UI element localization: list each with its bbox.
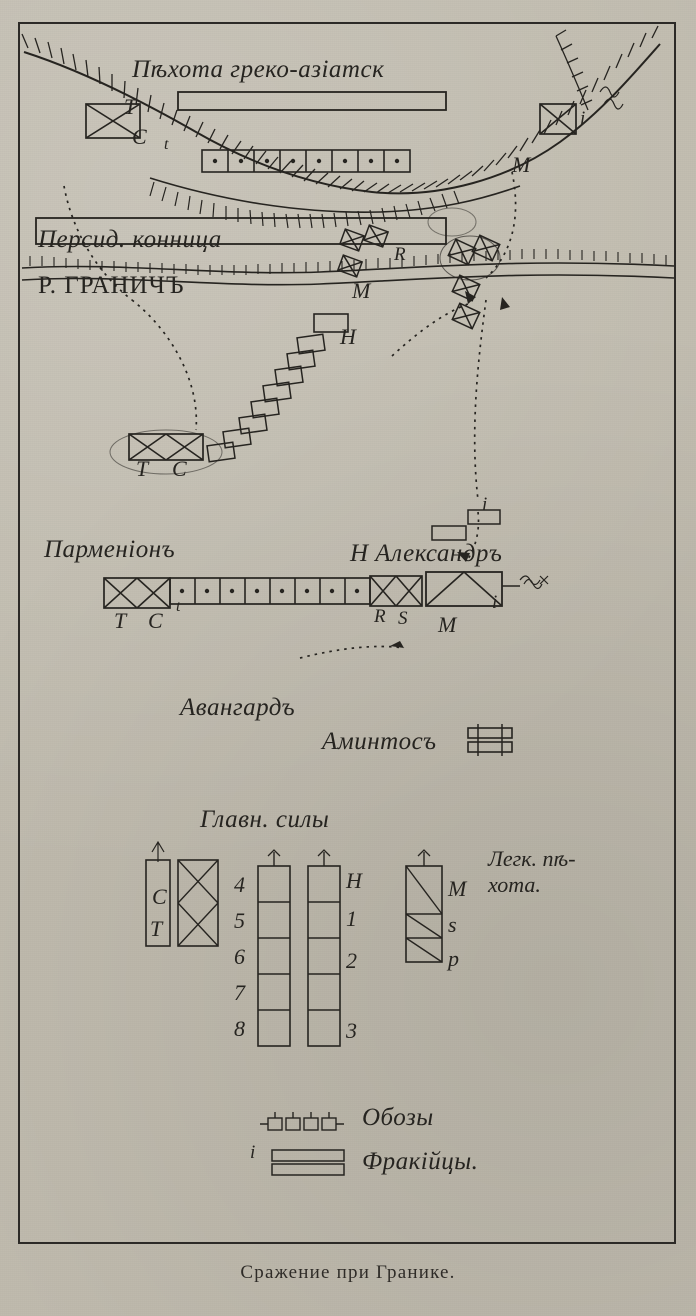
figure-caption: Сражение при Гранике. (240, 1262, 456, 1283)
unit-main-column-a (258, 850, 290, 1046)
mark-macedon-S: S (398, 608, 408, 629)
mark-main-left-T: T (150, 916, 163, 941)
legend-baggage-symbol (260, 1112, 344, 1130)
mark-column-a-7: 7 (234, 980, 245, 1005)
label-greek-asiatic-infantry: Пѣхота греко-азіатск (132, 56, 385, 83)
mark-column-a-5: 5 (234, 908, 245, 933)
label-main-forces: Главн. силы (200, 806, 330, 833)
unit-greek-asiatic-infantry (178, 92, 446, 110)
unit-macedonian-battle-line (104, 572, 548, 608)
label-amyntas: Аминтосъ (322, 728, 437, 755)
mark-column-c-s: s (448, 912, 457, 937)
mark-column-b-H: H (346, 868, 362, 893)
mark-column-b-3: 3 (346, 1018, 357, 1043)
mark-persian-right-M: M (512, 152, 531, 177)
mark-macedon-T: T (114, 608, 127, 633)
mark-macedon-C: C (148, 608, 163, 633)
unit-thracians-upper (432, 510, 500, 540)
mark-thracian-i-upper: i (482, 494, 488, 515)
label-light-infantry-line1: Легк. пѣ- (488, 846, 576, 871)
mark-river-R: R (394, 244, 406, 265)
unit-main-column-c (406, 850, 442, 962)
mark-column-a-6: 6 (234, 944, 245, 969)
mark-column-b-2: 2 (346, 948, 357, 973)
mark-column-a-8: 8 (234, 1016, 245, 1041)
unit-main-column-b (308, 850, 340, 1046)
unit-vanguard-amyntas (468, 724, 512, 756)
mark-persian-left-t: t (164, 136, 169, 153)
mark-macedon-M: M (438, 612, 457, 637)
mark-hetairoi-H: H (340, 324, 356, 349)
label-granicus-river: Р. ГРАНИЧЪ (38, 272, 185, 299)
label-baggage: Обозы (362, 1104, 434, 1131)
unit-persian-right-cavalry (540, 104, 576, 134)
mark-column-b-1: 1 (346, 906, 357, 931)
unit-echelon-column (207, 334, 325, 461)
mark-macedon-i-right: i (492, 592, 498, 613)
mark-persian-right-i: i (580, 108, 586, 129)
label-light-infantry-line2: хота. (488, 872, 541, 897)
label-vanguard: Авангардъ (180, 694, 296, 721)
mark-thessalian-T: T (136, 456, 149, 481)
mark-column-a-4: 4 (234, 872, 245, 897)
label-thracians: Фракійцы. (362, 1148, 479, 1175)
mark-thessalian-C: C (172, 456, 187, 481)
cavalry-melee-diamonds (338, 208, 500, 329)
unit-thessalian-cavalry (110, 430, 222, 474)
mark-column-c-M: M (448, 876, 467, 901)
legend-thracians-symbol (272, 1150, 344, 1175)
mark-persian-left-T: T (124, 94, 137, 119)
mark-river-M: M (352, 278, 371, 303)
label-alexander: Н Александръ (350, 540, 503, 567)
mark-main-left-C: C (152, 884, 167, 909)
label-persian-cavalry: Персид. конница (38, 226, 222, 253)
mark-legend-i: i (250, 1142, 256, 1163)
mark-macedon-R: R (374, 606, 386, 627)
mark-column-c-p: p (448, 946, 459, 971)
label-parmenion: Парменіонъ (44, 536, 176, 563)
mark-persian-left-C: C (132, 124, 147, 149)
mark-macedon-t: t (176, 598, 181, 615)
